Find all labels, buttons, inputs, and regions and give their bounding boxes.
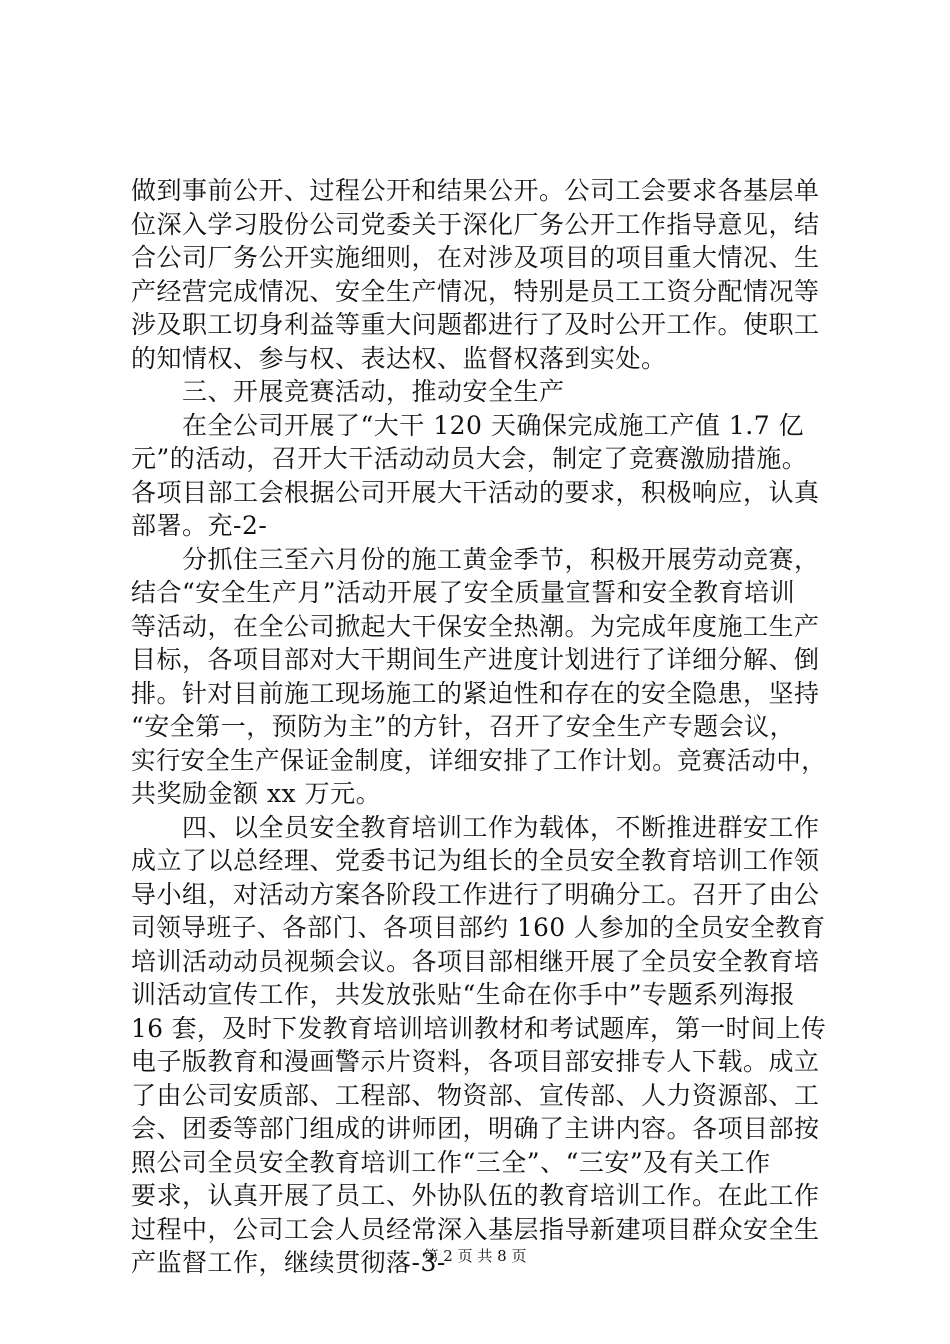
text-line: 结合“安全生产月”活动开展了安全质量宣誓和安全教育培训	[131, 578, 796, 607]
text-line: “安全第一，预防为主”的方针，召开了安全生产专题会议，	[131, 712, 796, 741]
text-line: 过程中，公司工会人员经常深入基层指导新建项目群众安全生	[131, 1214, 820, 1244]
text-line: 成立了以总经理、党委书记为组长的全员安全教育培训工作领	[131, 846, 820, 875]
text-line: 在全公司开展了“大干 120 天确保完成施工产值 1.7 亿	[131, 410, 805, 440]
text-line: 产经营完成情况、安全生产情况，特别是员工工资分配情况等	[131, 276, 820, 306]
text-line: 训活动宣传工作，共发放张贴“生命在你手中”专题系列海报	[131, 980, 796, 1009]
text-line: 培训活动动员视频会议。各项目部相继开展了全员安全教育培	[131, 946, 820, 976]
text-line: 电子版教育和漫画警示片资料，各项目部安排专人下载。成立	[131, 1047, 820, 1076]
text-line: 合公司厂务公开实施细则，在对涉及项目的项目重大情况、生	[131, 243, 820, 272]
text-line: 四、以全员安全教育培训工作为载体，不断推进群安工作	[131, 812, 820, 842]
text-line: 会、团委等部门组成的讲师团，明确了主讲内容。各项目部按	[131, 1114, 820, 1143]
text-line: 的知情权、参与权、表达权、监督权落到实处。	[131, 343, 667, 373]
text-line: 16 套，及时下发教育培训培训教材和考试题库，第一时间上传	[131, 1013, 827, 1043]
text-line: 三、开展竞赛活动，推动安全生产	[131, 377, 565, 406]
text-line: 做到事前公开、过程公开和结果公开。公司工会要求各基层单	[131, 176, 820, 205]
text-line: 实行安全生产保证金制度，详细安排了工作计划。竞赛活动中，	[131, 745, 827, 775]
text-line: 分抓住三至六月份的施工黄金季节，积极开展劳动竞赛，	[131, 544, 820, 574]
text-line: 要求，认真开展了员工、外协队伍的教育培训工作。在此工作	[131, 1181, 820, 1210]
text-line: 照公司全员安全教育培训工作“三全”、“三安”及有关工作	[131, 1147, 771, 1177]
text-line: 产监督工作，继续贯彻落-3-	[131, 1248, 446, 1277]
text-line: 司领导班子、各部门、各项目部约 160 人参加的全员安全教育	[131, 913, 826, 942]
text-line: 部署。充-2-	[131, 511, 268, 540]
text-line: 了由公司安质部、工程部、物资部、宣传部、人力资源部、工	[131, 1080, 820, 1110]
text-line: 目标，各项目部对大干期间生产进度计划进行了详细分解、倒	[131, 645, 820, 674]
document-body	[131, 174, 826, 1280]
text-line: 位深入学习股份公司党委关于深化厂务公开工作指导意见，结	[131, 209, 820, 239]
text-line: 排。针对目前施工现场施工的紧迫性和存在的安全隐患，坚持	[131, 678, 820, 708]
text-line: 共奖励金额 xx 万元。	[131, 779, 382, 808]
text-line: 导小组，对活动方案各阶段工作进行了明确分工。召开了由公	[131, 879, 820, 909]
text-line: 各项目部工会根据公司开展大干活动的要求，积极响应，认真	[131, 477, 820, 507]
text-line: 等活动，在全公司掀起大干保安全热潮。为完成年度施工生产	[131, 611, 820, 641]
text-line: 涉及职工切身利益等重大问题都进行了及时公开工作。使职工	[131, 310, 820, 339]
page-number-footer: 第 2 页 共 8 页	[423, 1247, 527, 1265]
text-line: 元”的活动，召开大干活动动员大会，制定了竞赛激励措施。	[131, 444, 808, 473]
